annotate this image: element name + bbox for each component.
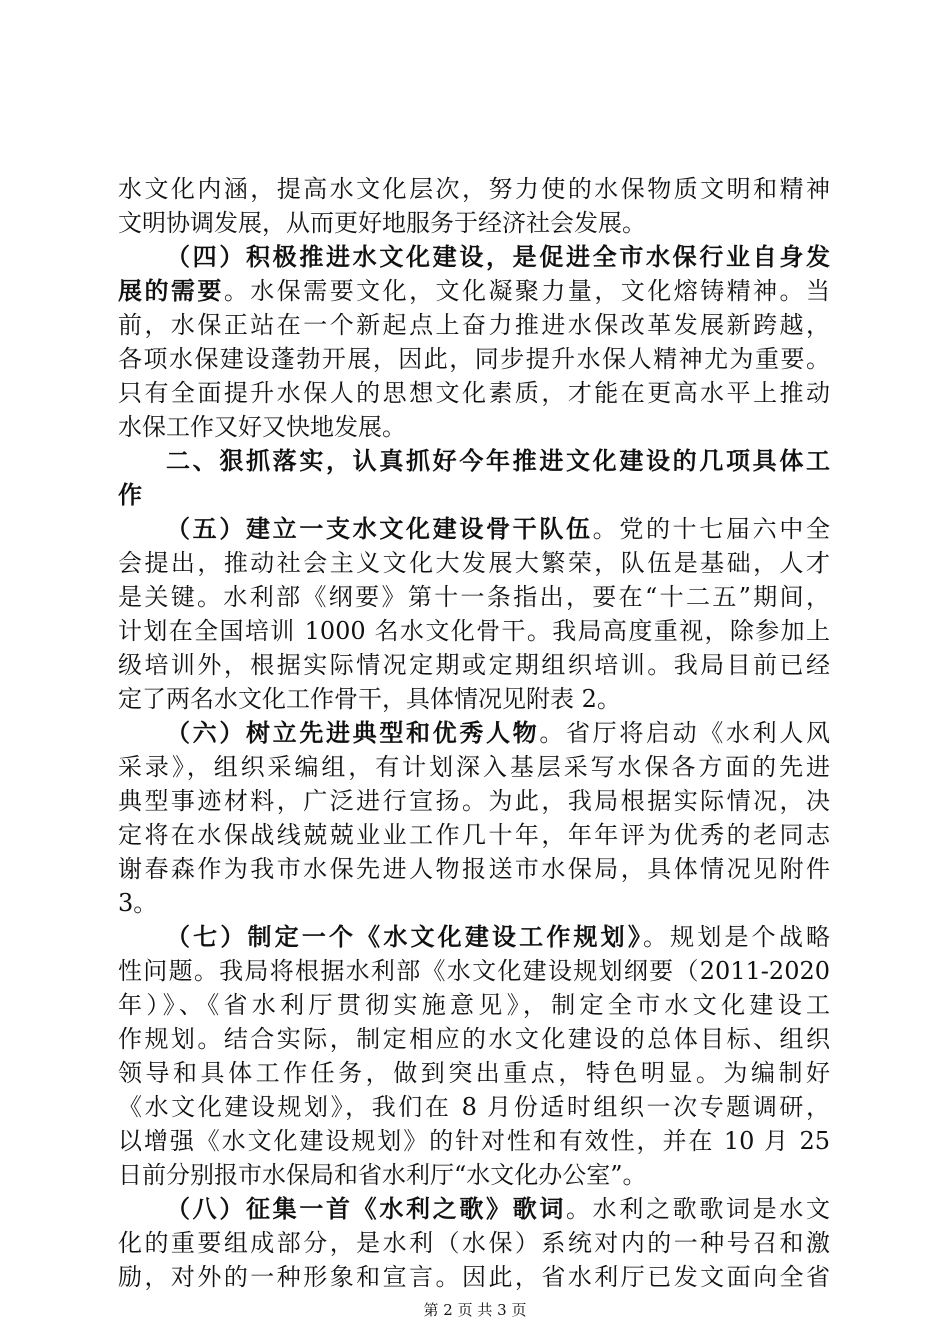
- text-segment: 采录》，组织采编组，有计划深入基层采写水保各方面的先进: [118, 753, 830, 781]
- bold-text-segment: 作: [118, 480, 142, 509]
- text-segment: 各项水保建设蓬勃开展，因此，同步提升水保人精神尤为重要。: [118, 345, 830, 373]
- bold-text-segment: （五）建立一支水文化建设骨干队伍: [166, 514, 593, 543]
- text-segment: 《水文化建设规划》，我们在 8 月份适时组织一次专题调研，: [118, 1093, 830, 1121]
- text-line: [118, 1056, 830, 1090]
- text-line: [118, 1022, 830, 1056]
- text-segment: 。省厅将启动《水利人风: [539, 719, 831, 747]
- text-line: [118, 1260, 830, 1294]
- text-line: [118, 1192, 830, 1226]
- text-segment: 性问题。我局将根据水利部《水文化建设规划纲要（2011-2020: [118, 957, 830, 985]
- text-segment: 水保工作又好又快地发展。: [118, 413, 406, 441]
- text-segment: 化的重要组成部分，是水利（水保）系统对内的一种号召和激: [118, 1229, 830, 1257]
- text-segment: 级培训外，根据实际情况定期或定期组织培训。我局目前已经: [118, 651, 830, 679]
- text-segment: 定了两名水文化工作骨干，具体情况见附表 2。: [118, 685, 621, 713]
- text-line: [118, 716, 830, 750]
- text-line: [118, 308, 830, 342]
- paragraph: [118, 512, 830, 716]
- text-segment: 是关键。水利部《纲要》第十一条指出，要在“十二五”期间，: [118, 583, 830, 611]
- text-line: [118, 1090, 830, 1124]
- text-line: [118, 444, 830, 478]
- document-body: [118, 172, 830, 1294]
- text-segment: 领导和具体工作任务，做到突出重点，特色明显。为编制好: [118, 1059, 830, 1087]
- text-line: [118, 206, 830, 240]
- text-segment: 年）》、《省水利厅贯彻实施意见》，制定全市水文化建设工: [118, 991, 830, 1019]
- text-line: [118, 614, 830, 648]
- text-segment: 谢春森作为我市水保先进人物报送市水保局，具体情况见附件: [118, 855, 830, 883]
- text-line: [118, 274, 830, 308]
- text-line: [118, 988, 830, 1022]
- bold-text-segment: 二、狠抓落实，认真抓好今年推进文化建设的几项具体工: [166, 446, 830, 475]
- text-segment: 。党的十七届六中全: [592, 515, 831, 543]
- text-line: [118, 1158, 830, 1192]
- paragraph: [118, 716, 830, 920]
- text-segment: 定将在水保战线兢兢业业工作几十年，年年评为优秀的老同志: [118, 821, 830, 849]
- text-segment: 3。: [118, 889, 158, 917]
- text-line: [118, 784, 830, 818]
- text-line: [118, 410, 830, 444]
- text-line: [118, 376, 830, 410]
- text-segment: 日前分别报市水保局和省水利厅“水文化办公室”。: [118, 1161, 647, 1189]
- text-line: [118, 240, 830, 274]
- bold-text-segment: （八）征集一首《水利之歌》歌词: [166, 1194, 566, 1223]
- paragraph: [118, 172, 830, 240]
- text-line: [118, 954, 830, 988]
- text-line: [118, 546, 830, 580]
- text-line: [118, 478, 830, 512]
- bold-text-segment: （七）制定一个《水文化建设工作规划》: [166, 922, 643, 951]
- text-line: [118, 580, 830, 614]
- text-segment: 。水利之歌歌词是水文: [566, 1195, 830, 1223]
- text-segment: 文明协调发展，从而更好地服务于经济社会发展。: [118, 209, 646, 237]
- text-segment: 典型事迹材料，广泛进行宣扬。为此，我局根据实际情况，决: [118, 787, 830, 815]
- bold-text-segment: 展的需要: [118, 276, 224, 305]
- text-segment: 。规划是个战略: [643, 923, 830, 951]
- text-line: [118, 648, 830, 682]
- text-segment: 只有全面提升水保人的思想文化素质，才能在更高水平上推动: [118, 379, 830, 407]
- text-line: [118, 818, 830, 852]
- text-line: [118, 920, 830, 954]
- text-segment: 前，水保正站在一个新起点上奋力推进水保改革发展新跨越，: [118, 311, 830, 339]
- text-line: [118, 1124, 830, 1158]
- paragraph: [118, 920, 830, 1192]
- text-segment: 水文化内涵，提高水文化层次，努力使的水保物质文明和精神: [118, 175, 830, 203]
- bold-text-segment: （六）树立先进典型和优秀人物: [166, 718, 540, 747]
- text-line: [118, 852, 830, 886]
- text-segment: 以增强《水文化建设规划》的针对性和有效性，并在 10 月 25: [118, 1127, 830, 1155]
- text-segment: 励，对外的一种形象和宣言。因此，省水利厅已发文面向全省: [118, 1263, 830, 1291]
- text-segment: 。水保需要文化，文化凝聚力量，文化熔铸精神。当: [223, 277, 831, 305]
- bold-text-segment: （四）积极推进水文化建设，是促进全市水保行业自身发: [166, 242, 830, 271]
- paragraph: [118, 1192, 830, 1294]
- text-line: [118, 886, 830, 920]
- paragraph: [118, 240, 830, 444]
- page-footer: 第 2 页 共 3 页: [423, 1301, 527, 1319]
- text-line: [118, 342, 830, 376]
- text-line: [118, 1226, 830, 1260]
- text-line: [118, 512, 830, 546]
- paragraph: [118, 444, 830, 512]
- text-line: [118, 172, 830, 206]
- text-line: [118, 750, 830, 784]
- text-segment: 计划在全国培训 1000 名水文化骨干。我局高度重视，除参加上: [118, 617, 830, 645]
- text-line: [118, 682, 830, 716]
- text-segment: 会提出，推动社会主义文化大发展大繁荣，队伍是基础，人才: [118, 549, 830, 577]
- text-segment: 作规划。结合实际，制定相应的水文化建设的总体目标、组织: [118, 1025, 830, 1053]
